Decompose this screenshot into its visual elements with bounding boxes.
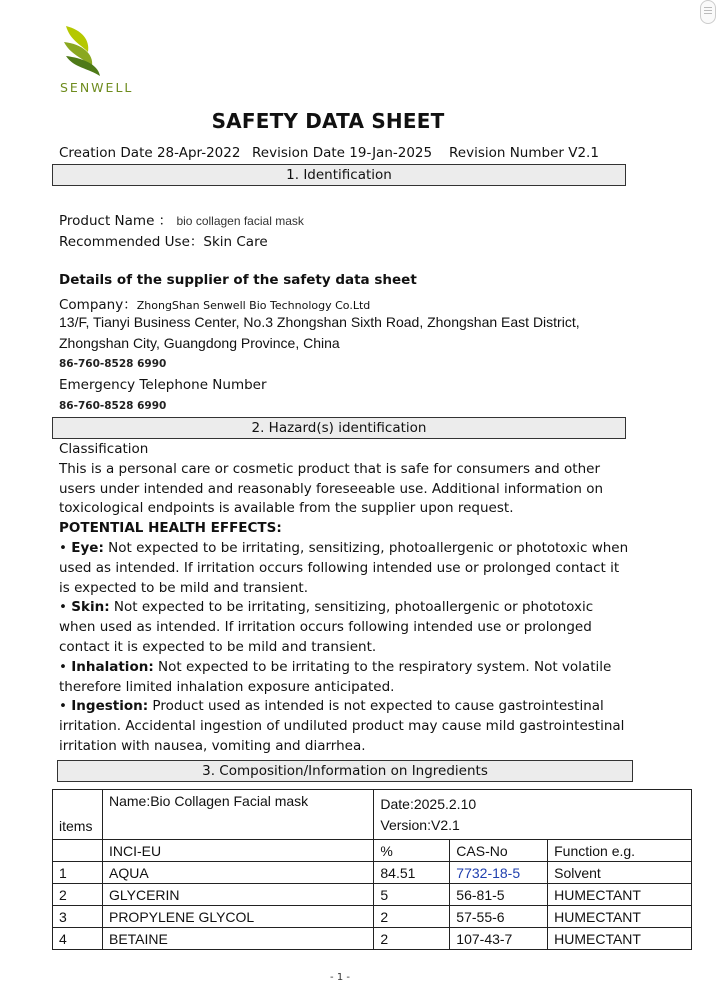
table-cell: 1 <box>53 862 103 884</box>
table-cell: 107-43-7 <box>450 928 548 950</box>
table-cell: PROPYLENE GLYCOL <box>102 906 373 928</box>
table-cell: BETAINE <box>102 928 373 950</box>
section-heading-identification: 1. Identification <box>52 164 626 186</box>
table-cell: 84.51 <box>374 862 450 884</box>
address-line-2: Zhongshan City, Guangdong Province, China <box>59 335 340 351</box>
version-cell: Version:V2.1 <box>374 815 692 840</box>
bullet-skin: • Skin: Not expected to be irritating, sensitizing, photoallergenic or phototoxic when used as intended. If irritation occurs following intended use or prolonged contact it is expected to be mild and transient. <box>59 599 594 655</box>
table-cell: HUMECTANT <box>548 906 692 928</box>
table-header-row <box>53 790 692 815</box>
health-effects-heading: POTENTIAL HEALTH EFFECTS: <box>59 520 282 537</box>
bullet-text: Product used as intended is not expected to cause gastrointestinal irritation. Accidental ingestion of undiluted product may cause mild gastrointestinal irritation with nausea, vomiting and diarrhea. <box>59 698 625 754</box>
table-cell <box>53 840 103 862</box>
scroll-handle[interactable] <box>700 0 716 24</box>
leaf-icon <box>60 22 108 78</box>
table-cell: 3 <box>53 906 103 928</box>
bullet-label: Skin: <box>71 599 110 616</box>
column-header: Function e.g. <box>548 840 692 862</box>
address-line-1: 13/F, Tianyi Business Center, No.3 Zhongshan Sixth Road, Zhongshan East District, <box>59 314 580 330</box>
revision-number: Revision Number V2.1 <box>449 145 599 161</box>
supplier-heading: Details of the supplier of the safety data sheet <box>59 272 417 288</box>
table-cell: 56-81-5 <box>450 884 548 906</box>
bullet-inhalation: • Inhalation: Not expected to be irritating to the respiratory system. Not volatile therefore limited inhalation exposure anticipated. <box>59 658 612 695</box>
composition-table <box>52 789 692 950</box>
bullet-text: Not expected to be irritating, sensitizing, photoallergenic or phototoxic when used as intended. If irritation occurs following intended use or prolonged contact it is expected to be mild and transient. <box>59 599 594 655</box>
table-cell: AQUA <box>102 862 373 884</box>
bullet-text: Not expected to be irritating, sensitizing, photoallergenic or phototoxic when used as intended. If irritation occurs following intended use or prolonged contact it is expected to be mild and transient. <box>59 539 629 596</box>
column-header: % <box>374 840 450 862</box>
bullet-label: Eye: <box>71 539 104 556</box>
company-value: ZhongShan Senwell Bio Technology Co.Ltd <box>136 299 371 312</box>
brand-name: SENWELL <box>60 80 134 95</box>
table-row <box>53 862 692 884</box>
section-heading-hazards: 2. Hazard(s) identification <box>52 417 626 439</box>
table-cell: 5 <box>374 884 450 906</box>
table-cell: HUMECTANT <box>548 928 692 950</box>
table-cell: 57-55-6 <box>450 906 548 928</box>
table-cell: 2 <box>374 906 450 928</box>
revision-date: Revision Date 19-Jan-2025 <box>252 145 433 161</box>
classification-intro: This is a personal care or cosmetic product that is safe for consumers and other users under intended and reasonably foreseeable use. Additional information on toxicological endpoints is available from the supplier upon request. <box>59 460 604 517</box>
hazard-section-body <box>59 440 629 757</box>
table-cell: Solvent <box>548 862 692 884</box>
product-name-cell: Name:Bio Collagen Facial mask <box>102 790 373 840</box>
table-row <box>53 884 692 906</box>
items-label: items <box>53 790 103 840</box>
section-heading-composition: 3. Composition/Information on Ingredients <box>57 760 633 782</box>
company-row <box>59 293 370 313</box>
creation-date: Creation Date 28-Apr-2022 <box>59 145 241 161</box>
column-header: CAS-No <box>450 840 548 862</box>
emergency-phone: 86-760-8528 6990 <box>59 400 167 412</box>
bullet-text: Not expected to be irritating to the respiratory system. Not volatile therefore limited inhalation exposure anticipated. <box>59 658 612 695</box>
table-row <box>53 906 692 928</box>
emergency-label: Emergency Telephone Number <box>59 377 267 393</box>
supplier-phone: 86-760-8528 6990 <box>59 358 167 370</box>
product-name-value: bio collagen facial mask <box>176 214 304 228</box>
date-cell: Date:2025.2.10 <box>374 790 692 815</box>
product-name-row <box>59 209 304 229</box>
table-cell: 4 <box>53 928 103 950</box>
company-label: Company： <box>59 297 137 313</box>
table-cell: HUMECTANT <box>548 884 692 906</box>
page-title: SAFETY DATA SHEET <box>211 109 445 133</box>
recommended-use-row <box>59 230 268 250</box>
table-cell: 2 <box>53 884 103 906</box>
recommended-use-label: Recommended Use： <box>59 234 204 250</box>
table-column-header-row <box>53 840 692 862</box>
table-row <box>53 928 692 950</box>
cas-number-link[interactable]: 7732-18-5 <box>450 862 548 884</box>
recommended-use-value: Skin Care <box>203 234 268 250</box>
table-cell: 2 <box>374 928 450 950</box>
bullet-ingestion: • Ingestion: Product used as intended is not expected to cause gastrointestinal irritation. Accidental ingestion of undiluted product may cause mild gastrointestinal irritation with nausea, vomiting and diarrhea. <box>59 698 625 754</box>
column-header: INCI-EU <box>102 840 373 862</box>
classification-label: Classification <box>59 441 149 457</box>
product-name-label: Product Name ： <box>59 213 173 229</box>
bullet-label: Inhalation: <box>71 658 154 675</box>
bullet-eye: • Eye: Not expected to be irritating, sensitizing, photoallergenic or phototoxic when used as intended. If irritation occurs following intended use or prolonged contact it is expected to be mild and transient. <box>59 539 629 596</box>
bullet-label: Ingestion: <box>71 698 149 715</box>
table-cell: GLYCERIN <box>102 884 373 906</box>
page-number: - 1 - <box>330 972 350 983</box>
